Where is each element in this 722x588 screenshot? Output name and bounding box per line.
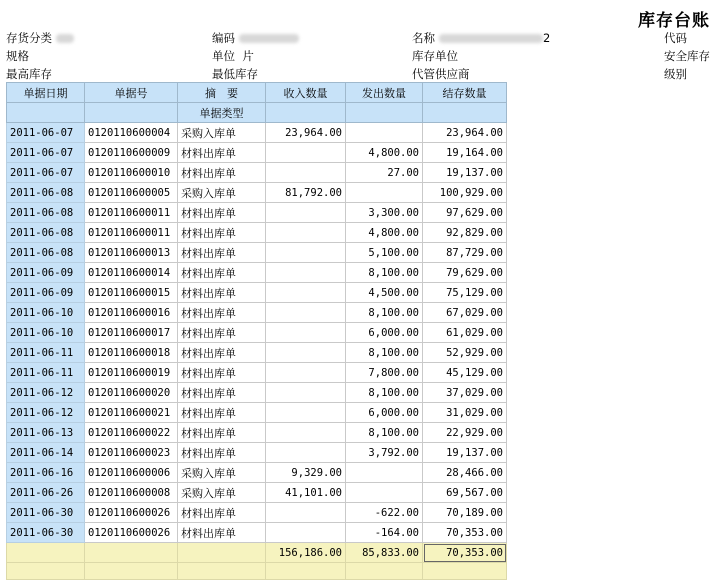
ledger-table[interactable] (6, 82, 507, 580)
cell-docno[interactable]: 0120110600023 (85, 443, 178, 463)
col-header-doctype[interactable]: 单据类型 (178, 103, 266, 123)
cell-date[interactable]: 2011-06-09 (7, 263, 85, 283)
cell-summary[interactable]: 采购入库单 (178, 483, 266, 503)
col-header-summary[interactable]: 摘 要 (178, 83, 266, 103)
table-row[interactable] (7, 363, 507, 383)
cell-in-qty[interactable] (266, 363, 346, 383)
cell-out-qty[interactable]: 3,792.00 (346, 443, 423, 463)
cell-out-qty[interactable]: 4,500.00 (346, 283, 423, 303)
cell-out-qty[interactable]: 6,000.00 (346, 403, 423, 423)
subheader-empty (7, 103, 85, 123)
ledger-body (7, 123, 507, 580)
code-field (212, 30, 299, 46)
subheader-empty (266, 103, 346, 123)
cell-in-qty[interactable] (266, 323, 346, 343)
max-stock-label: 最高库存 (6, 67, 52, 81)
cell-summary[interactable]: 材料出库单 (178, 203, 266, 223)
cell-summary[interactable]: 材料出库单 (178, 383, 266, 403)
cell-docno[interactable]: 0120110600010 (85, 163, 178, 183)
cell-balance[interactable]: 31,029.00 (423, 403, 507, 423)
cell-docno[interactable]: 0120110600018 (85, 343, 178, 363)
col-header-docno[interactable]: 单据号 (85, 83, 178, 103)
cell-docno[interactable]: 0120110600021 (85, 403, 178, 423)
cell-in-qty[interactable] (266, 163, 346, 183)
cell-out-qty[interactable]: 3,300.00 (346, 203, 423, 223)
name-value-tail: 2 (543, 31, 551, 45)
cell-out-qty[interactable]: 8,100.00 (346, 343, 423, 363)
totals-row-2[interactable] (7, 563, 507, 580)
cell-out-qty[interactable]: 27.00 (346, 163, 423, 183)
supplier-label: 代管供应商 (412, 67, 470, 81)
table-row[interactable] (7, 383, 507, 403)
name-value-redacted (439, 34, 543, 43)
code-label: 编码 (212, 31, 235, 45)
cell-out-qty[interactable]: 8,100.00 (346, 423, 423, 443)
cell-summary[interactable]: 材料出库单 (178, 303, 266, 323)
report-title: 库存台账 (638, 11, 710, 31)
cell-date[interactable]: 2011-06-11 (7, 363, 85, 383)
cell-balance[interactable]: 67,029.00 (423, 303, 507, 323)
table-row[interactable] (7, 283, 507, 303)
cell-date[interactable]: 2011-06-11 (7, 343, 85, 363)
unit-value: 片 (242, 49, 254, 63)
min-stock-label: 最低库存 (212, 67, 258, 81)
col-header-in-qty[interactable]: 收入数量 (266, 83, 346, 103)
cell-summary[interactable]: 材料出库单 (178, 263, 266, 283)
cell-docno[interactable]: 0120110600011 (85, 203, 178, 223)
cell-out-qty[interactable]: 8,100.00 (346, 263, 423, 283)
cell-balance[interactable]: 45,129.00 (423, 363, 507, 383)
cell-docno[interactable]: 0120110600019 (85, 363, 178, 383)
cell-date[interactable]: 2011-06-07 (7, 123, 85, 143)
cell-in-qty[interactable] (266, 523, 346, 543)
cell-date[interactable]: 2011-06-07 (7, 163, 85, 183)
cell-docno[interactable]: 0120110600013 (85, 243, 178, 263)
cell-in-qty[interactable] (266, 383, 346, 403)
total-cell-empty (178, 543, 266, 563)
safety-stock-label: 安全库存 (664, 49, 710, 63)
cell-out-qty[interactable]: -164.00 (346, 523, 423, 543)
cell-balance[interactable]: 23,964.00 (423, 123, 507, 143)
cell-summary[interactable]: 材料出库单 (178, 523, 266, 543)
table-row[interactable] (7, 243, 507, 263)
total2-cell-empty (85, 563, 178, 580)
cell-out-qty[interactable]: 5,100.00 (346, 243, 423, 263)
cell-summary[interactable]: 材料出库单 (178, 243, 266, 263)
cell-in-qty[interactable]: 41,101.00 (266, 483, 346, 503)
cell-summary[interactable]: 材料出库单 (178, 423, 266, 443)
subheader-empty (85, 103, 178, 123)
cell-date[interactable]: 2011-06-08 (7, 183, 85, 203)
cell-balance[interactable]: 92,829.00 (423, 223, 507, 243)
category-field (6, 30, 74, 46)
table-row[interactable] (7, 183, 507, 203)
total-cell-empty (7, 543, 85, 563)
cell-date[interactable]: 2011-06-08 (7, 223, 85, 243)
cell-docno[interactable]: 0120110600020 (85, 383, 178, 403)
cell-balance[interactable]: 19,164.00 (423, 143, 507, 163)
cell-date[interactable]: 2011-06-30 (7, 523, 85, 543)
cell-summary[interactable]: 材料出库单 (178, 343, 266, 363)
table-row[interactable] (7, 423, 507, 443)
table-row[interactable] (7, 303, 507, 323)
cell-out-qty[interactable]: 4,800.00 (346, 223, 423, 243)
cell-balance[interactable]: 37,029.00 (423, 383, 507, 403)
cell-out-qty[interactable]: 8,100.00 (346, 383, 423, 403)
col-header-balance[interactable]: 结存数量 (423, 83, 507, 103)
cell-docno[interactable]: 0120110600011 (85, 223, 178, 243)
cell-summary[interactable]: 材料出库单 (178, 443, 266, 463)
cell-date[interactable]: 2011-06-12 (7, 383, 85, 403)
code-value-redacted (239, 34, 299, 43)
cell-out-qty[interactable]: 8,100.00 (346, 303, 423, 323)
cell-docno[interactable]: 0120110600014 (85, 263, 178, 283)
category-value-redacted (56, 34, 74, 43)
cell-in-qty[interactable]: 9,329.00 (266, 463, 346, 483)
cell-date[interactable]: 2011-06-08 (7, 203, 85, 223)
cell-date[interactable]: 2011-06-13 (7, 423, 85, 443)
total-cell-empty (85, 543, 178, 563)
cell-balance[interactable]: 52,929.00 (423, 343, 507, 363)
name-label: 名称 (412, 31, 435, 45)
table-row[interactable] (7, 263, 507, 283)
cell-balance[interactable]: 19,137.00 (423, 163, 507, 183)
subheader-row (7, 103, 507, 123)
cell-balance[interactable]: 28,466.00 (423, 463, 507, 483)
cell-date[interactable]: 2011-06-10 (7, 323, 85, 343)
unit-field (212, 48, 254, 64)
cell-docno[interactable]: 0120110600017 (85, 323, 178, 343)
cell-balance[interactable]: 22,929.00 (423, 423, 507, 443)
cell-in-qty[interactable]: 81,792.00 (266, 183, 346, 203)
cell-in-qty[interactable] (266, 143, 346, 163)
col-header-out-qty[interactable]: 发出数量 (346, 83, 423, 103)
table-row[interactable] (7, 343, 507, 363)
cell-docno[interactable]: 0120110600022 (85, 423, 178, 443)
cell-summary[interactable]: 材料出库单 (178, 143, 266, 163)
cell-docno[interactable]: 0120110600009 (85, 143, 178, 163)
cell-in-qty[interactable] (266, 343, 346, 363)
total-out-qty[interactable]: 85,833.00 (346, 543, 423, 563)
cell-balance[interactable]: 75,129.00 (423, 283, 507, 303)
cell-balance[interactable]: 19,137.00 (423, 443, 507, 463)
level-label: 级别 (664, 67, 687, 81)
cell-summary[interactable]: 材料出库单 (178, 283, 266, 303)
col-header-date[interactable]: 单据日期 (7, 83, 85, 103)
cell-balance[interactable]: 79,629.00 (423, 263, 507, 283)
cell-out-qty[interactable]: -622.00 (346, 503, 423, 523)
total2-cell-empty (266, 563, 346, 580)
cell-balance[interactable]: 69,567.00 (423, 483, 507, 503)
cell-balance[interactable]: 87,729.00 (423, 243, 507, 263)
table-row[interactable] (7, 143, 507, 163)
table-row[interactable] (7, 463, 507, 483)
cell-in-qty[interactable] (266, 203, 346, 223)
table-row[interactable] (7, 483, 507, 503)
cell-in-qty[interactable] (266, 403, 346, 423)
cell-date[interactable]: 2011-06-30 (7, 503, 85, 523)
cell-balance[interactable]: 61,029.00 (423, 323, 507, 343)
cell-in-qty[interactable] (266, 303, 346, 323)
cell-in-qty[interactable] (266, 283, 346, 303)
spec-label: 规格 (6, 49, 29, 63)
cell-date[interactable]: 2011-06-16 (7, 463, 85, 483)
cell-in-qty[interactable] (266, 263, 346, 283)
category-label: 存货分类 (6, 31, 52, 45)
cell-summary[interactable]: 采购入库单 (178, 183, 266, 203)
cell-docno[interactable]: 0120110600016 (85, 303, 178, 323)
total2-cell-empty (346, 563, 423, 580)
cell-summary[interactable]: 材料出库单 (178, 503, 266, 523)
cell-date[interactable]: 2011-06-26 (7, 483, 85, 503)
cell-out-qty[interactable]: 7,800.00 (346, 363, 423, 383)
cell-out-qty[interactable] (346, 483, 423, 503)
cell-docno[interactable]: 0120110600026 (85, 523, 178, 543)
cell-in-qty[interactable] (266, 443, 346, 463)
totals-row[interactable] (7, 543, 507, 563)
table-row[interactable] (7, 403, 507, 423)
cell-summary[interactable]: 材料出库单 (178, 223, 266, 243)
cell-date[interactable]: 2011-06-07 (7, 143, 85, 163)
daima-label: 代码 (664, 31, 687, 45)
cell-date[interactable]: 2011-06-12 (7, 403, 85, 423)
cell-summary[interactable]: 采购入库单 (178, 463, 266, 483)
table-row[interactable] (7, 523, 507, 543)
table-row[interactable] (7, 223, 507, 243)
table-row[interactable] (7, 503, 507, 523)
cell-out-qty[interactable]: 6,000.00 (346, 323, 423, 343)
cell-in-qty[interactable] (266, 503, 346, 523)
unit-label: 单位 (212, 49, 235, 63)
table-row[interactable] (7, 203, 507, 223)
cell-docno[interactable]: 0120110600004 (85, 123, 178, 143)
cell-in-qty[interactable]: 23,964.00 (266, 123, 346, 143)
cell-docno[interactable]: 0120110600006 (85, 463, 178, 483)
cell-in-qty[interactable] (266, 423, 346, 443)
cell-date[interactable]: 2011-06-10 (7, 303, 85, 323)
cell-summary[interactable]: 采购入库单 (178, 123, 266, 143)
total2-cell-empty (423, 563, 507, 580)
subheader-empty (346, 103, 423, 123)
cell-balance[interactable]: 70,189.00 (423, 503, 507, 523)
cell-out-qty[interactable] (346, 463, 423, 483)
table-row[interactable] (7, 163, 507, 183)
cell-out-qty[interactable] (346, 123, 423, 143)
total2-cell-empty (7, 563, 85, 580)
cell-out-qty[interactable]: 4,800.00 (346, 143, 423, 163)
name-field (412, 30, 550, 46)
cell-out-qty[interactable] (346, 183, 423, 203)
cell-docno[interactable]: 0120110600005 (85, 183, 178, 203)
header-row (7, 83, 507, 103)
cell-date[interactable]: 2011-06-09 (7, 283, 85, 303)
cell-summary[interactable]: 材料出库单 (178, 403, 266, 423)
cell-summary[interactable]: 材料出库单 (178, 363, 266, 383)
total-in-qty[interactable]: 156,186.00 (266, 543, 346, 563)
cell-balance[interactable]: 100,929.00 (423, 183, 507, 203)
table-row[interactable] (7, 323, 507, 343)
table-row[interactable] (7, 443, 507, 463)
stock-unit-label: 库存单位 (412, 49, 458, 63)
cell-summary[interactable]: 材料出库单 (178, 163, 266, 183)
cell-docno[interactable]: 0120110600008 (85, 483, 178, 503)
cell-date[interactable]: 2011-06-08 (7, 243, 85, 263)
table-row[interactable] (7, 123, 507, 143)
cell-docno[interactable]: 0120110600015 (85, 283, 178, 303)
cell-in-qty[interactable] (266, 223, 346, 243)
cell-balance[interactable]: 97,629.00 (423, 203, 507, 223)
cell-in-qty[interactable] (266, 243, 346, 263)
cell-docno[interactable]: 0120110600026 (85, 503, 178, 523)
total2-cell-empty (178, 563, 266, 580)
cell-summary[interactable]: 材料出库单 (178, 323, 266, 343)
subheader-empty (423, 103, 507, 123)
cell-balance[interactable]: 70,353.00 (423, 523, 507, 543)
cell-date[interactable]: 2011-06-14 (7, 443, 85, 463)
total-balance[interactable]: 70,353.00 (423, 543, 507, 563)
